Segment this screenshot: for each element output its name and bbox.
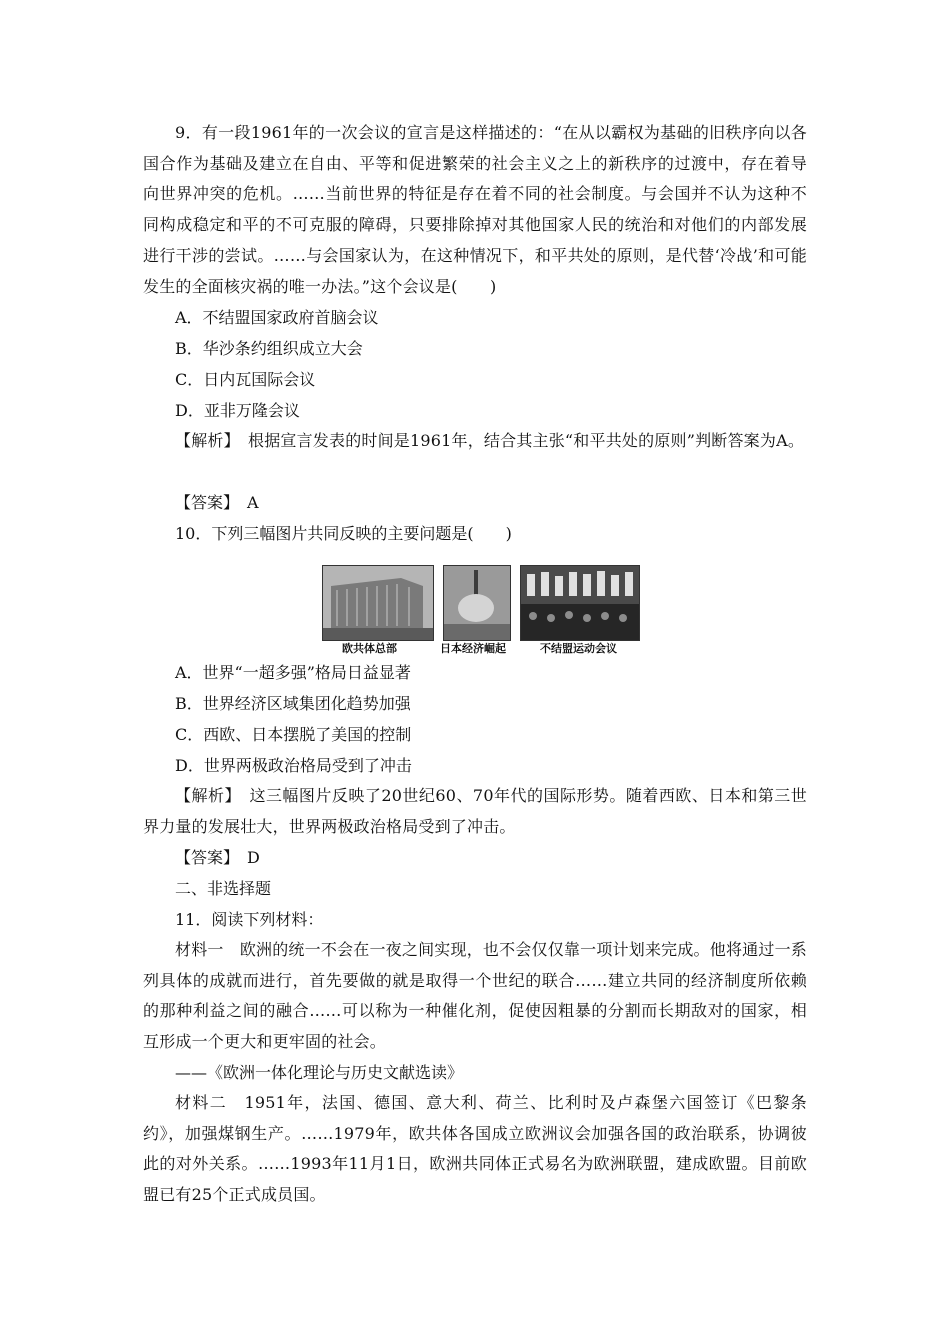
ec-headquarters-photo bbox=[322, 565, 434, 641]
non-aligned-meeting-photo bbox=[520, 565, 640, 641]
building-illustration bbox=[323, 566, 433, 640]
question-9-option-c: C．日内瓦国际会议 bbox=[175, 370, 316, 389]
question-11-stem: 11．阅读下列材料： bbox=[175, 910, 324, 929]
question-10-figure bbox=[322, 565, 638, 657]
question-10-option-a: A．世界“一超多强”格局日益显著 bbox=[175, 663, 411, 682]
question-10-option-d: D．世界两极政治格局受到了冲击 bbox=[175, 756, 412, 775]
japan-economy-photo bbox=[443, 565, 511, 641]
material-one: 材料一 欧洲的统一不会在一夜之间实现，也不会仅仅靠一项计划来完成。他将通过一系列具体的成就而进行，首先要做的就是取得一个世纪的联合……建立共同的经济制度所依赖的那种利益之间的融合……可以称为一种催化剂，促使因粗暴的分割而长期敌对的国家，相互形成一个更大和更牢固的社会。 bbox=[143, 940, 807, 1052]
caption-ec-headquarters: 欧共体总部 bbox=[342, 642, 397, 655]
question-9-option-a: A．不结盟国家政府首脑会议 bbox=[175, 308, 379, 327]
caption-non-aligned-meeting: 不结盟运动会议 bbox=[540, 642, 617, 655]
question-9-answer: 【答案】 A bbox=[175, 493, 259, 512]
statue-illustration bbox=[444, 566, 510, 640]
question-10-answer: 【答案】 D bbox=[175, 848, 260, 867]
question-9-stem: 9．有一段1961年的一次会议的宣言是这样描述的：“在从以霸权为基础的旧秩序向以各国合作为基础及建立在自由、平等和促进繁荣的社会主义之上的新秩序的过渡中，存在着导向世界冲突的危机。……当前世界的特征是存在着不同的社会制度。与会国并不认为这种不同构成稳定和平的不可克服的障碍，只要排除掉对其他国家人民的统治和对他们的内部发展进行干涉的尝试。……与会国家认为，在这种情况下，和平共处的原则，是代替‘冷战’和可能发生的全面核灾祸的唯一办法。”这个会议是( ) bbox=[143, 123, 807, 296]
material-two: 材料二 1951年，法国、德国、意大利、荷兰、比利时及卢森堡六国签订《巴黎条约》，加强煤钢生产。……1979年，欧共体各国成立欧洲议会加强各国的政治联系，协调彼此的对外关系。……1993年11月1日，欧洲共同体正式易名为欧洲联盟，建成欧盟。目前欧盟已有25个正式成员国。 bbox=[143, 1093, 807, 1205]
question-9-option-b: B．华沙条约组织成立大会 bbox=[175, 339, 363, 358]
question-10-option-c: C．西欧、日本摆脱了美国的控制 bbox=[175, 725, 412, 744]
question-10-option-b: B．世界经济区域集团化趋势加强 bbox=[175, 694, 411, 713]
question-10-analysis: 【解析】 这三幅图片反映了20世纪60、70年代的国际形势。随着西欧、日本和第三世界力量的发展壮大，世界两极政治格局受到了冲击。 bbox=[143, 786, 807, 836]
question-9-analysis: 【解析】 根据宣言发表的时间是1961年，结合其主张“和平共处的原则”判断答案为A。 bbox=[175, 431, 805, 450]
material-one-source: ——《欧洲一体化理论与历史文献选读》 bbox=[175, 1063, 464, 1082]
caption-japan-economy: 日本经济崛起 bbox=[440, 642, 506, 655]
flags-illustration bbox=[521, 566, 639, 640]
section-heading: 二、非选择题 bbox=[175, 879, 272, 898]
question-9-option-d: D．亚非万隆会议 bbox=[175, 401, 300, 420]
question-10-stem: 10．下列三幅图片共同反映的主要问题是( ) bbox=[175, 524, 512, 543]
